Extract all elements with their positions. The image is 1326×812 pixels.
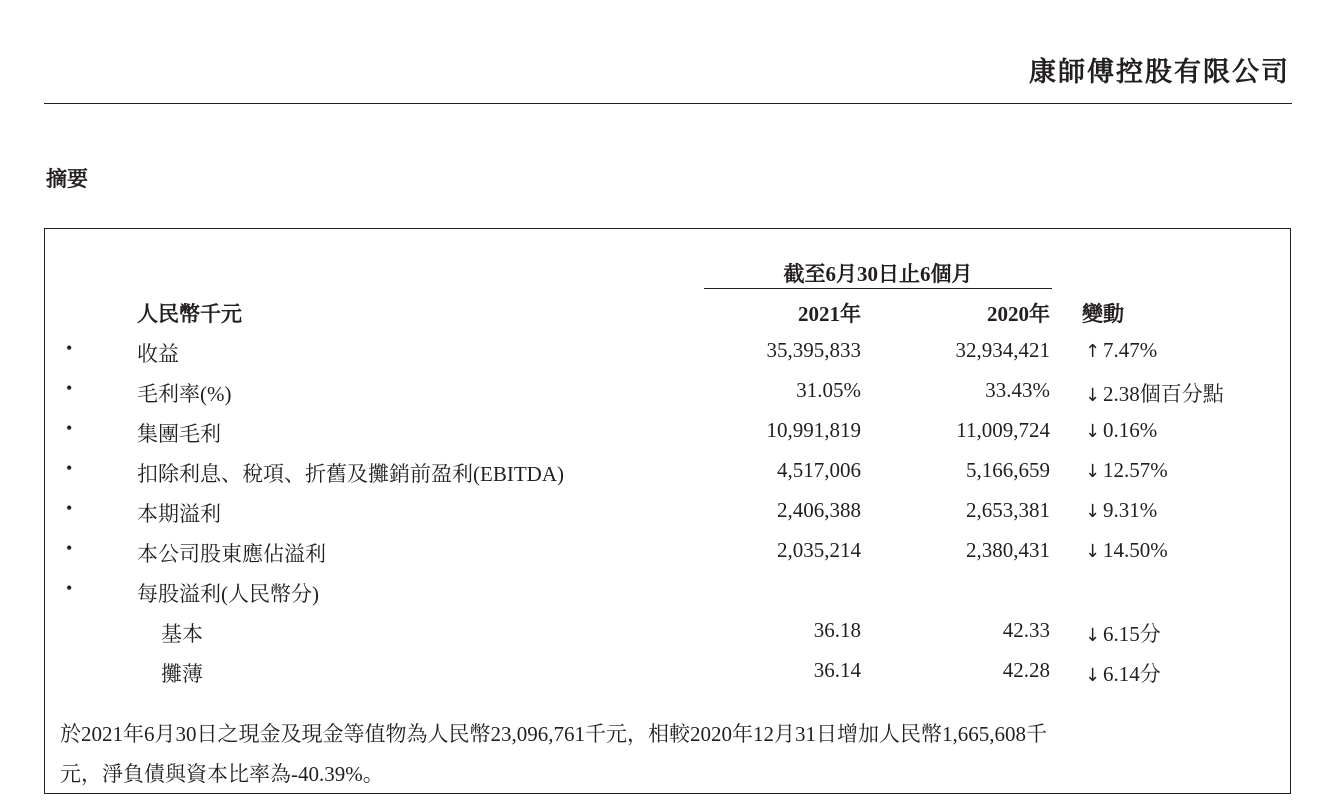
row-label: 收益 bbox=[137, 342, 179, 366]
bullet-marker: • bbox=[66, 458, 73, 478]
row-label: 毛利率(%) bbox=[137, 382, 232, 406]
value-2020: 42.28 bbox=[1002, 658, 1050, 682]
table-row bbox=[0, 658, 1326, 698]
table-row bbox=[0, 618, 1326, 658]
company-name: 康師傅控股有限公司 bbox=[1029, 57, 1290, 88]
cash-note-line-1: 於2021年6月30日之現金及現金等值物為人民幣23,096,761千元，相較2020年12月31日增加人民幣1,665,608千 bbox=[60, 722, 1047, 746]
period-underline bbox=[704, 288, 1052, 289]
change-cell bbox=[1085, 618, 1161, 648]
value-2021: 10,991,819 bbox=[766, 418, 861, 442]
change-cell bbox=[1085, 338, 1157, 363]
header-divider bbox=[44, 103, 1292, 104]
value-2021: 2,406,388 bbox=[777, 498, 861, 522]
change-value: 2.38個百分點 bbox=[1103, 382, 1224, 406]
value-2021: 4,517,006 bbox=[777, 458, 861, 482]
table-row bbox=[0, 538, 1326, 578]
column-header-change: 變動 bbox=[1082, 302, 1124, 326]
value-2020: 2,380,431 bbox=[966, 538, 1050, 562]
unit-header: 人民幣千元 bbox=[137, 302, 242, 326]
bullet-marker: • bbox=[66, 498, 73, 518]
change-value: 7.47% bbox=[1103, 338, 1158, 362]
row-label: 集團毛利 bbox=[137, 422, 221, 446]
arrow-down-icon: ↓ bbox=[1085, 501, 1101, 522]
bullet-marker: • bbox=[66, 378, 73, 398]
arrow-down-icon: ↓ bbox=[1085, 541, 1101, 562]
change-value: 0.16% bbox=[1103, 418, 1158, 442]
value-2020: 42.33 bbox=[1002, 618, 1050, 642]
arrow-down-icon: ↓ bbox=[1085, 421, 1101, 442]
row-label: 本期溢利 bbox=[137, 502, 221, 526]
cash-note bbox=[60, 714, 1282, 794]
change-value: 9.31% bbox=[1103, 498, 1158, 522]
arrow-up-icon: ↑ bbox=[1085, 341, 1101, 362]
change-cell bbox=[1085, 538, 1168, 563]
row-label: 每股溢利(人民幣分) bbox=[137, 582, 319, 606]
value-2020: 11,009,724 bbox=[956, 418, 1050, 442]
change-cell bbox=[1085, 418, 1157, 443]
bullet-marker: • bbox=[66, 338, 73, 358]
change-value: 6.14分 bbox=[1103, 662, 1161, 686]
arrow-down-icon: ↓ bbox=[1085, 665, 1101, 686]
row-label: 攤薄 bbox=[161, 662, 203, 686]
row-label: 本公司股東應佔溢利 bbox=[137, 542, 326, 566]
bullet-marker: • bbox=[66, 538, 73, 558]
table-row bbox=[0, 378, 1326, 418]
change-value: 14.50% bbox=[1103, 538, 1168, 562]
table-row bbox=[0, 498, 1326, 538]
value-2021: 31.05% bbox=[796, 378, 861, 402]
column-header-2021: 2021年 bbox=[798, 302, 861, 326]
cash-note-line-2: 元，淨負債與資本比率為-40.39%。 bbox=[60, 762, 384, 786]
change-cell bbox=[1085, 658, 1161, 688]
bullet-marker: • bbox=[66, 418, 73, 438]
table-row bbox=[0, 418, 1326, 458]
column-header-2020: 2020年 bbox=[987, 302, 1050, 326]
value-2021: 36.14 bbox=[813, 658, 861, 682]
table-row bbox=[0, 578, 1326, 618]
value-2020: 33.43% bbox=[985, 378, 1050, 402]
change-value: 6.15分 bbox=[1103, 622, 1161, 646]
change-cell bbox=[1085, 378, 1224, 408]
change-cell bbox=[1085, 578, 1103, 603]
row-label: 基本 bbox=[161, 622, 203, 646]
value-2021: 36.18 bbox=[813, 618, 861, 642]
arrow-down-icon: ↓ bbox=[1085, 625, 1101, 646]
arrow-down-icon: ↓ bbox=[1085, 385, 1101, 406]
change-value: 12.57% bbox=[1103, 458, 1168, 482]
value-2021: 35,395,833 bbox=[766, 338, 861, 362]
bullet-marker: • bbox=[66, 578, 73, 598]
change-cell bbox=[1085, 458, 1168, 483]
row-label: 扣除利息、稅項、折舊及攤銷前盈利(EBITDA) bbox=[137, 462, 564, 486]
section-title: 摘要 bbox=[46, 167, 88, 191]
value-2020: 2,653,381 bbox=[966, 498, 1050, 522]
value-2021: 2,035,214 bbox=[777, 538, 861, 562]
arrow-down-icon: ↓ bbox=[1085, 461, 1101, 482]
period-header: 截至6月30日止6個月 bbox=[783, 262, 973, 286]
table-row bbox=[0, 458, 1326, 498]
value-2020: 32,934,421 bbox=[955, 338, 1050, 362]
table-row bbox=[0, 338, 1326, 378]
change-cell bbox=[1085, 498, 1157, 523]
value-2020: 5,166,659 bbox=[966, 458, 1050, 482]
